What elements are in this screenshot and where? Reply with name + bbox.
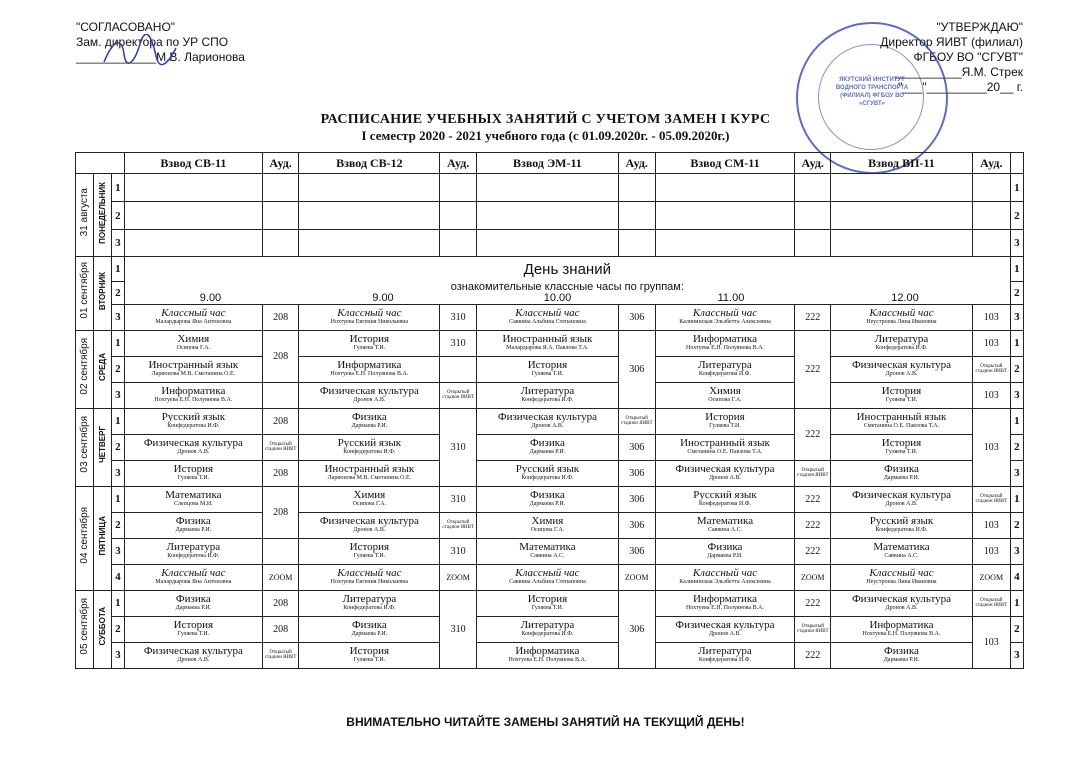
room-cell: 208 [262, 408, 299, 434]
time-label: 9.00 [199, 291, 222, 304]
lesson-number: 1 [111, 257, 124, 282]
approval-position: Зам. директора по УР СПО [76, 35, 229, 49]
lesson-cell: Классный час Саввина Альбина Степановна [477, 304, 619, 330]
lesson-cell: Классный час Малардырова Яна Антоновна [124, 564, 262, 590]
day-date: 04 сентября [79, 507, 91, 564]
lesson-number: 2 [111, 202, 124, 230]
approve-name: __________Я.М. Стрек [894, 65, 1023, 79]
lesson-number: 3 [1010, 460, 1023, 486]
room-cell: 310 [440, 304, 477, 330]
lesson-cell: История Гуляева Т.И. [655, 408, 795, 434]
table-row [76, 230, 1024, 257]
approve-title: "УТВЕРЖДАЮ" [936, 20, 1023, 34]
lesson-cell: Физическая культура Дронов А.В. [299, 512, 440, 538]
room-cell: 222 [795, 304, 831, 330]
lesson-number: 3 [111, 382, 124, 408]
room-cell: Открытый стадион ЯИВТ [262, 434, 299, 460]
lesson-cell: Классный час Неустроева Лина Ивановна [831, 564, 973, 590]
lesson-number: 1 [111, 590, 124, 616]
col-room: Ауд. [618, 153, 655, 174]
lesson-cell: Физическая культура Дронов А.В. [655, 460, 795, 486]
lesson-cell: Физическая культура Дронов А.В. [124, 642, 262, 668]
lesson-number: 1 [111, 408, 124, 434]
time-row [125, 293, 1010, 304]
room-cell: 306 [618, 330, 655, 408]
lesson-cell: Химия Осипова Г.А. [299, 486, 440, 512]
room-cell: 306 [618, 460, 655, 486]
lesson-cell: Литература Конфедератова И.Ф. [299, 590, 440, 616]
room-cell: 103 [972, 382, 1010, 408]
lesson-number: 1 [1010, 257, 1023, 282]
room-cell: Открытый стадион ЯИВТ [795, 616, 831, 642]
col-room: Ауд. [795, 153, 831, 174]
room-cell: 222 [795, 538, 831, 564]
room-cell: Открытый стадион ЯИВТ [618, 408, 655, 434]
lesson-cell: Иностранный язык Малардырова Я.А. Павлова Т.А. [477, 330, 619, 356]
col-sv11: Взвод СВ-11 [124, 153, 262, 174]
lesson-cell: Информатика Нохтуева Е.Н. Полуянова В.А. [655, 590, 795, 616]
day-date: 05 сентября [79, 598, 91, 655]
lesson-cell: Физическая культура Дронов А.В. [831, 486, 973, 512]
lesson-cell: Русский язык Конфедератова И.Ф. [299, 434, 440, 460]
lesson-cell: Классный час Саввина Альбина Степановна [477, 564, 619, 590]
room-cell: 222 [795, 486, 831, 512]
lesson-number: 3 [111, 230, 124, 257]
col-room: Ауд. [972, 153, 1010, 174]
col-sv12: Взвод СВ-12 [299, 153, 440, 174]
room-cell: 208 [262, 330, 299, 382]
lesson-cell: Физика Дармаева Р.И. [124, 512, 262, 538]
lesson-cell: Информатика Нохтуева Е.Н. Полуянова В.А. [831, 616, 973, 642]
lesson-cell: Математика Слепцова М.И. [124, 486, 262, 512]
lesson-cell: Химия Осипова Г.А. [477, 512, 619, 538]
table-row [76, 538, 1024, 564]
room-cell: 310 [440, 590, 477, 668]
table-row [76, 486, 1024, 512]
lesson-cell: Литература Конфедератова И.Ф. [655, 356, 795, 382]
lesson-cell: Физическая культура Дронов А.В. [655, 616, 795, 642]
room-cell: 222 [795, 642, 831, 668]
lesson-cell: Иностранный язык Ларионова М.В. Сметанина О.Е. [299, 460, 440, 486]
lesson-number: 3 [1010, 538, 1023, 564]
time-label: 12.00 [891, 291, 919, 304]
lesson-number: 3 [111, 642, 124, 668]
lesson-cell: История Гуляева Т.И. [831, 382, 973, 408]
lesson-cell: Математика Саввина А.С. [655, 512, 795, 538]
table-row [76, 616, 1024, 642]
table-row [76, 434, 1024, 460]
day-date: 01 сентября [79, 262, 91, 320]
lesson-number: 2 [111, 434, 124, 460]
lesson-cell: Литература Конфедератова И.Ф. [831, 330, 973, 356]
lesson-cell: Математика Саввина А.С. [831, 538, 973, 564]
day-weekday: ПОНЕДЕЛЬНИК [98, 181, 108, 244]
lesson-cell: Информатика Нохтуева Е.Н. Полуянова В.А. [124, 382, 262, 408]
lesson-cell: Литература Конфедератова И.Ф. [477, 382, 619, 408]
lesson-number: 3 [1010, 230, 1023, 257]
lesson-number: 3 [111, 304, 124, 330]
room-cell: 222 [795, 408, 831, 460]
lesson-number: 2 [1010, 512, 1023, 538]
lesson-number: 3 [1010, 642, 1023, 668]
room-cell: 103 [972, 616, 1010, 668]
table-row [76, 408, 1024, 434]
lesson-cell: Химия Осипова Г.А. [124, 330, 262, 356]
day-weekday: ВТОРНИК [98, 271, 108, 310]
room-cell: 103 [972, 330, 1010, 356]
lesson-cell: Физика Дармаева Р.И. [831, 460, 973, 486]
table-row [76, 460, 1024, 486]
lesson-cell: Физическая культура Дронов А.В. [831, 590, 973, 616]
col-em11: Взвод ЭМ-11 [477, 153, 619, 174]
lesson-cell: Физика Дармаева Р.И. [124, 590, 262, 616]
lesson-cell: Физическая культура Дронов А.В. [831, 356, 973, 382]
lesson-cell: Физика Дармаева Р.И. [477, 486, 619, 512]
lesson-cell: Русский язык Конфедератова И.Ф. [655, 486, 795, 512]
lesson-cell: Физическая культура Дронов А.В. [477, 408, 619, 434]
lesson-cell: Физика Дармаева Р.И. [299, 616, 440, 642]
lesson-number: 2 [1010, 616, 1023, 642]
col-sm11: Взвод СМ-11 [655, 153, 795, 174]
footer-notice: ВНИМАТЕЛЬНО ЧИТАЙТЕ ЗАМЕНЫ ЗАНЯТИЙ НА ТЕКУЩИЙ ДЕНЬ! [346, 715, 745, 729]
lesson-cell: Литература Конфедератова И.Ф. [477, 616, 619, 642]
page-title: РАСПИСАНИЕ УЧЕБНЫХ ЗАНЯТИЙ С УЧЕТОМ ЗАМЕН I КУРС [320, 112, 771, 127]
lesson-cell: История Гуляева Т.И. [477, 356, 619, 382]
approval-block [76, 20, 245, 65]
room-cell: Открытый стадион ЯИВТ [262, 642, 299, 668]
room-cell: 222 [795, 512, 831, 538]
table-row [76, 642, 1024, 668]
room-cell: 310 [440, 408, 477, 486]
day-weekday: СУББОТА [98, 607, 108, 646]
room-cell: 306 [618, 538, 655, 564]
schedule-table [75, 152, 1024, 669]
lesson-number: 2 [111, 616, 124, 642]
lesson-number: 2 [1010, 282, 1023, 305]
lesson-cell: Классный час Нохтуева Евгения Николаевна [299, 564, 440, 590]
lesson-number: 1 [111, 174, 124, 202]
lesson-number: 1 [1010, 408, 1023, 434]
table-row [76, 356, 1024, 382]
lesson-cell: Русский язык Конфедератова И.Ф. [477, 460, 619, 486]
room-cell: Открытый стадион ЯИВТ [440, 512, 477, 538]
lesson-cell: Информатика Нохтуева Е.Н. Полуянова В.А. [299, 356, 440, 382]
room-cell: 208 [262, 616, 299, 642]
table-row [76, 174, 1024, 202]
lesson-cell: История Гуляева Т.И. [477, 590, 619, 616]
lesson-cell: Классный час Неустроева Лина Ивановна [831, 304, 973, 330]
lesson-cell: Физическая культура Дронов А.В. [299, 382, 440, 408]
day-date: 31 августа [79, 188, 91, 237]
room-cell: 208 [262, 590, 299, 616]
room-cell: 103 [972, 538, 1010, 564]
lesson-number: 1 [111, 486, 124, 512]
table-row [76, 564, 1024, 590]
lesson-number: 2 [1010, 434, 1023, 460]
lesson-cell: Информатика Нохтуева Е.Н. Полуянова В.А. [655, 330, 795, 356]
day-weekday: СРЕДА [98, 352, 108, 381]
room-cell: 310 [440, 486, 477, 512]
room-cell: ZOOM [972, 564, 1010, 590]
approve-block [880, 20, 1023, 95]
lesson-number: 1 [1010, 590, 1023, 616]
lesson-cell: История Гуляева Т.И. [299, 642, 440, 668]
lesson-cell: Физическая культура Дронов А.В. [124, 434, 262, 460]
room-cell: Открытый стадион ЯИВТ [972, 590, 1010, 616]
room-cell: 103 [972, 512, 1010, 538]
room-cell: Открытый стадион ЯИВТ [795, 460, 831, 486]
stamp-center-text: ЯКУТСКИЙ ИНСТИТУТ ВОДНОГО ТРАНСПОРТА (ФИЛИАЛ) ФГБОУ ВО «СГУВТ» [835, 77, 909, 107]
header-row [76, 153, 1024, 174]
intro-note: ознакомительные классные часы по группам: [450, 281, 684, 293]
lesson-number: 2 [1010, 356, 1023, 382]
room-cell: 306 [618, 434, 655, 460]
table-row [76, 382, 1024, 408]
time-label: 11.00 [717, 291, 745, 304]
lesson-cell: Литература Конфедератова И.Ф. [124, 538, 262, 564]
room-cell: ZOOM [262, 564, 299, 590]
lesson-cell: Физика Дармаева Р.И. [655, 538, 795, 564]
lesson-number: 2 [111, 356, 124, 382]
lesson-number: 3 [1010, 304, 1023, 330]
approval-signature-line: ____________М.В. Ларионова [76, 50, 245, 64]
lesson-number: 4 [111, 564, 124, 590]
room-cell: Открытый стадион ЯИВТ [972, 486, 1010, 512]
lesson-cell: Иностранный язык Сметанина О.Е. Павлова Т.А. [655, 434, 795, 460]
lesson-number: 3 [111, 460, 124, 486]
page-subtitle: I семестр 2020 - 2021 учебного года (с 01.09.2020г. - 05.09.2020г.) [361, 128, 730, 143]
time-label: 10.00 [543, 291, 572, 304]
room-cell: 306 [618, 512, 655, 538]
lesson-cell: Классный час Нохтуева Евгения Николаевна [299, 304, 440, 330]
col-room: Ауд. [262, 153, 299, 174]
lesson-number: 1 [111, 330, 124, 356]
lesson-number: 3 [111, 538, 124, 564]
room-cell: 310 [440, 538, 477, 564]
lesson-cell: Классный час Калининская Эльзбетта Алексеевна [655, 304, 795, 330]
room-cell: 103 [972, 304, 1010, 330]
room-cell: 306 [618, 304, 655, 330]
lesson-cell: Иностранный язык Ларионова М.В. Сметанина О.Е. [124, 356, 262, 382]
room-cell: 208 [262, 486, 299, 538]
lesson-cell: История Гуляева Т.И. [831, 434, 973, 460]
table-row [76, 257, 1024, 282]
lesson-cell: История Гуляева Т.И. [124, 460, 262, 486]
col-room: Ауд. [440, 153, 477, 174]
lesson-cell: Русский язык Конфедератова И.Ф. [124, 408, 262, 434]
approve-date: "___"_________20__ г. [898, 80, 1023, 94]
room-cell: ZOOM [795, 564, 831, 590]
room-cell: 222 [795, 330, 831, 408]
time-label: 9.00 [372, 291, 394, 304]
lesson-cell: История Гуляева Т.И. [299, 538, 440, 564]
lesson-number: 2 [1010, 202, 1023, 230]
lesson-cell: Физика Дармаева Р.И. [299, 408, 440, 434]
lesson-cell: Русский язык Конфедератова И.Ф. [831, 512, 973, 538]
lesson-cell: История Гуляева Т.И. [299, 330, 440, 356]
lesson-cell: Классный час Калининская Эльзбетта Алексеевна [655, 564, 795, 590]
day-date: 03 сентября [79, 416, 91, 473]
lesson-number: 4 [1010, 564, 1023, 590]
day-weekday: ЧЕТВЕРГ [98, 426, 108, 463]
table-row [76, 512, 1024, 538]
lesson-number: 1 [1010, 486, 1023, 512]
lesson-cell: Литература Конфедератова И.Ф. [655, 642, 795, 668]
approve-org: ФГБОУ ВО "СГУВТ" [913, 50, 1023, 64]
day-weekday: ПЯТНИЦА [98, 515, 108, 556]
lesson-number: 2 [111, 282, 124, 305]
lesson-number: 1 [1010, 174, 1023, 202]
day-date: 02 сентября [79, 338, 91, 395]
table-row [76, 330, 1024, 356]
approve-position: Директор ЯИВТ (филиал) [880, 35, 1023, 49]
room-cell: 103 [972, 408, 1010, 486]
table-row [76, 590, 1024, 616]
col-vp11: Взвод ВП-11 [831, 153, 973, 174]
lesson-cell: Иностранный язык Сметанина О.Е. Павлова Т.А. [831, 408, 973, 434]
approval-title: "СОГЛАСОВАНО" [76, 20, 176, 34]
lesson-cell: Химия Осипова Г.А. [655, 382, 795, 408]
table-row [76, 282, 1024, 305]
lesson-cell: Физика Дармаева Р.И. [477, 434, 619, 460]
knowledge-day-label: День знаний [124, 257, 1010, 282]
lesson-cell: Информатика Нохтуева Е.Н. Полуянова В.А. [477, 642, 619, 668]
room-cell: 310 [440, 330, 477, 356]
room-cell: 306 [618, 590, 655, 668]
lesson-cell: История Гуляева Т.И. [124, 616, 262, 642]
room-cell: Открытый стадион ЯИВТ [972, 356, 1010, 382]
lesson-number: 1 [1010, 330, 1023, 356]
lesson-number: 2 [111, 512, 124, 538]
room-cell: 222 [795, 590, 831, 616]
lesson-cell: Физика Дармаева Р.И. [831, 642, 973, 668]
room-cell: 208 [262, 460, 299, 486]
lesson-cell: Математика Саввина А.С. [477, 538, 619, 564]
lesson-cell: Классный час Малардырова Яна Антоновна [124, 304, 262, 330]
room-cell: ZOOM [440, 564, 477, 590]
room-cell: 306 [618, 486, 655, 512]
room-cell: Открытый стадион ЯИВТ [440, 382, 477, 408]
lesson-number: 3 [1010, 382, 1023, 408]
room-cell: ZOOM [618, 564, 655, 590]
room-cell: 208 [262, 304, 299, 330]
table-row [76, 304, 1024, 330]
table-row [76, 202, 1024, 230]
